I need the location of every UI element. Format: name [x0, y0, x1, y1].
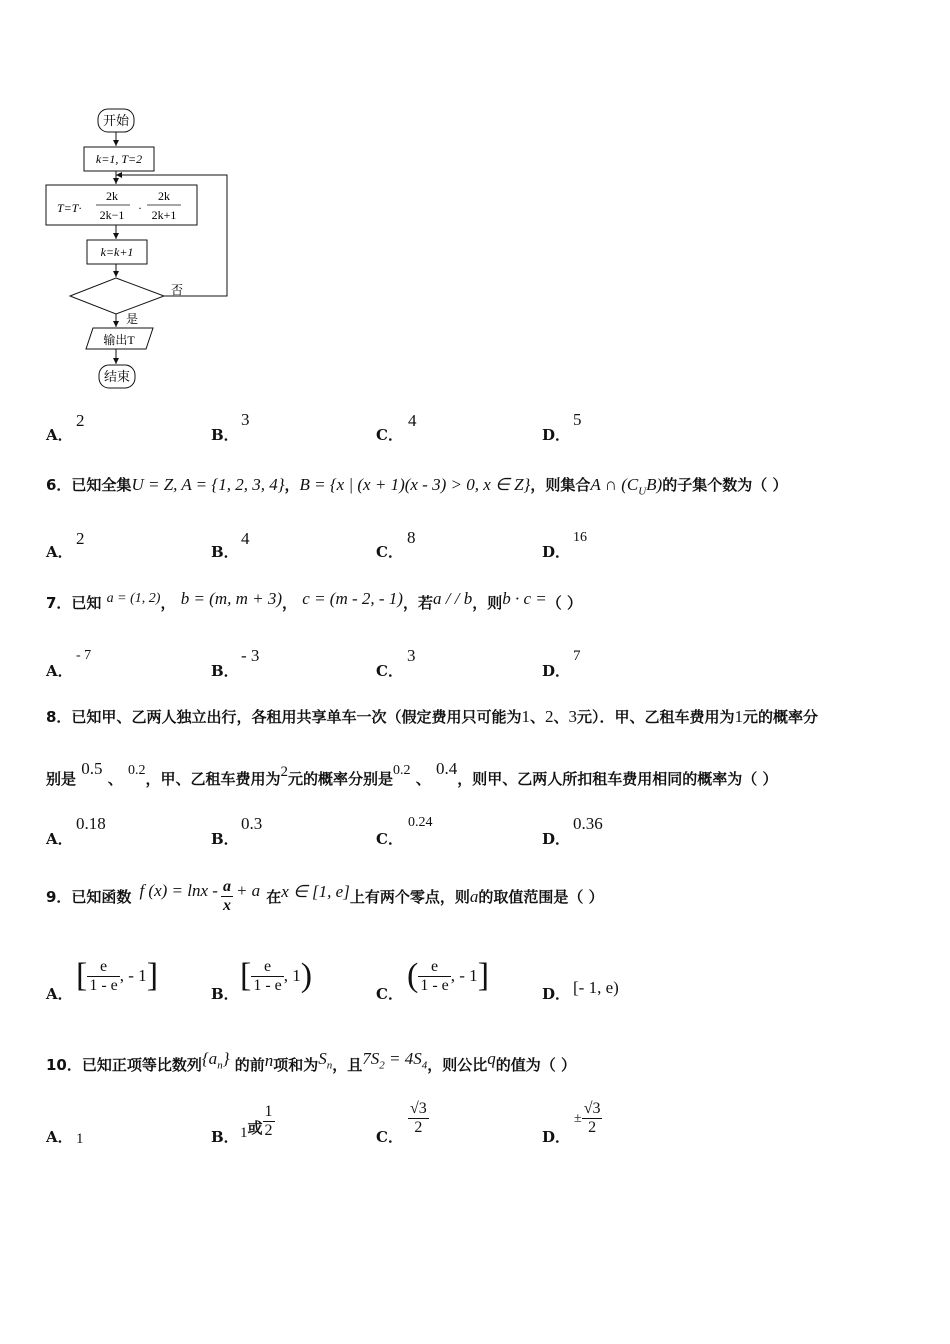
q8-option-c-value: 0.24 [408, 815, 433, 830]
q9-option-b-value: [ $\frac{e}{1 - e}$ , 1 ) [240, 957, 313, 994]
q9-domain: x ∈ [1, e] [281, 881, 350, 901]
q7-sep2: ， [282, 594, 298, 612]
q8-p3: 0.2 [393, 763, 411, 778]
q9-mid: 在 [266, 888, 282, 906]
q8-line1-c: 元的概率分 [743, 708, 819, 726]
q5-option-a-value: 2 [76, 411, 85, 430]
q8-p1: 0.5 [81, 759, 103, 778]
q8-line1-a: 8．已知甲、乙两人独立出行，各租用共享单车一次（假定费用只可能为 [46, 708, 522, 726]
q9-option-d-value: [- 1, e) [573, 978, 619, 997]
q8-option-b-label: B． [211, 830, 239, 848]
q8-line2-b: ，甲、乙租车费用为 [145, 770, 281, 788]
q8-n1: 1 [521, 707, 530, 726]
q5-option-a-label: A． [46, 426, 73, 444]
q9-mid2: 上有两个零点，则 [349, 888, 470, 906]
q10-option-d-label: D． [542, 1128, 571, 1146]
init-text: k=1, T=2 [95, 152, 143, 166]
q5-option-c-value: 4 [408, 411, 417, 430]
q8-option-a-label: A． [46, 830, 73, 848]
no-label: 否 [171, 283, 184, 297]
q8-n3: 3 [568, 707, 577, 726]
q8-n5: 2 [280, 764, 288, 780]
q10-mid3: ，且 [332, 1056, 363, 1074]
q7-vector-c: c = (m - 2, - 1) [302, 589, 403, 608]
update-lhs: T=T· [57, 201, 82, 215]
question-10-stem [46, 1049, 577, 1077]
q6-option-a-value: 2 [76, 529, 85, 548]
q5-option-b-label: B． [211, 426, 239, 444]
q7-option-b-value: - 3 [241, 646, 260, 665]
q10-option-a-label: A． [46, 1128, 73, 1146]
q7-mid2: ，则 [472, 594, 503, 612]
q7-parallel: a / / b [433, 589, 473, 608]
q7-suffix: （ ） [546, 594, 582, 612]
q8-p4: 0.4 [436, 759, 458, 778]
update-frac1-den: 2k−1 [99, 208, 125, 222]
q9-fraction: $\frac{a}{x}$ [222, 878, 231, 914]
q6-option-a-label: A． [46, 543, 73, 561]
q8-sep3: 、 [107, 770, 123, 788]
q9-prefix: 9．已知函数 [46, 888, 132, 906]
q10-n: n [264, 1051, 274, 1070]
q6-option-d-label: D． [542, 543, 571, 561]
q9-option-a-value: [ $\frac{e}{1 - e}$ , - 1 ] [76, 957, 159, 994]
q7-mid: ，若 [402, 594, 433, 612]
q8-option-d-value: 0.36 [573, 814, 603, 833]
increment-text: k=k+1 [100, 245, 134, 259]
q9-suffix: 的取值范围是（ ） [478, 888, 604, 906]
q6-math-set-b: B = {x | (x + 1)(x - 3) > 0, x ∈ Z} [299, 475, 531, 494]
q5-option-d-label: D． [542, 426, 571, 444]
question-7-stem [46, 589, 582, 613]
q8-line2-a: 别是 [46, 770, 77, 788]
question-8-line-1 [46, 706, 818, 727]
q5-option-c-label: C． [376, 426, 403, 444]
q7-option-d-label: D． [542, 662, 571, 680]
update-dot: · [138, 201, 142, 215]
flowchart [40, 100, 250, 400]
q8-option-d-label: D． [542, 830, 571, 848]
q6-option-b-label: B． [211, 543, 239, 561]
q10-q: q [487, 1049, 496, 1068]
q8-line2-c: 元的概率分别是 [288, 770, 394, 788]
q6-option-d-value: 16 [573, 530, 587, 545]
q6-suffix: 的子集个数为（ ） [662, 476, 788, 494]
q6-math-universal-set: U = Z, A = {1, 2, 3, 4} [131, 475, 285, 494]
q10-equation: $7S_2 = 4S_4$ [362, 1049, 428, 1072]
q8-line2-d: ，则甲、乙两人所扣租车费用相同的概率为（ ） [457, 770, 778, 788]
q10-option-b-value: 1 或 $\frac{1}{2}$ [240, 1103, 273, 1141]
q9-option-a-label: A． [46, 985, 73, 1003]
q10-option-c-value: $\frac{√3}{2}$ [410, 1100, 427, 1136]
update-frac2-num: 2k [158, 189, 170, 203]
q8-n2: 2 [544, 707, 554, 726]
q7-option-a-value: - 7 [76, 648, 92, 663]
q6-option-b-value: 4 [241, 529, 250, 548]
update-frac2-den: 2k+1 [151, 208, 177, 222]
q10-option-c-label: C． [376, 1128, 403, 1146]
q8-sep1: 、 [529, 708, 545, 726]
q8-option-a-value: 0.18 [76, 814, 106, 833]
q6-prefix: 6．已知全集 [46, 476, 132, 494]
q9-option-d-label: D． [542, 985, 571, 1003]
q9-option-c-label: C． [376, 985, 403, 1003]
q10-prefix: 10．已知正项等比数列 [46, 1056, 202, 1074]
q10-sum: $S_n$ [318, 1049, 333, 1072]
q8-sep2: 、 [553, 708, 569, 726]
q10-option-d-value: ± $\frac{√3}{2}$ [574, 1100, 601, 1136]
q8-option-c-label: C． [376, 830, 403, 848]
yes-label: 是 [126, 312, 139, 326]
end-text: 结束 [103, 369, 131, 384]
q9-function-rhs: + a [235, 880, 261, 900]
q7-option-b-label: B． [211, 662, 239, 680]
q8-n4: 1 [734, 707, 743, 726]
q8-p2: 0.2 [127, 763, 146, 778]
question-9-stem [46, 878, 604, 915]
start-text: 开始 [102, 113, 130, 128]
q7-option-c-value: 3 [407, 646, 416, 665]
q6-option-c-label: C． [376, 543, 403, 561]
q8-sep4: 、 [415, 770, 431, 788]
update-frac1-num: 2k [106, 189, 118, 203]
output-text: 输出T [103, 333, 135, 347]
q6-mid: ，则集合 [530, 476, 591, 494]
q5-option-b-value: 3 [241, 410, 250, 429]
q7-dot-product: b · c = [502, 589, 547, 608]
question-6-stem [46, 474, 787, 497]
q9-function-lhs: f (x) = lnx - [139, 880, 218, 900]
q10-suffix: 的值为（ ） [495, 1056, 577, 1074]
q10-sequence: $\{a_n\}$ [201, 1049, 230, 1072]
q7-option-c-label: C． [376, 662, 403, 680]
q10-mid4: ，则公比 [427, 1056, 488, 1074]
q10-mid: 的前 [234, 1056, 265, 1074]
q8-option-b-value: 0.3 [241, 814, 263, 833]
q7-option-a-label: A． [46, 662, 73, 680]
q10-option-b-label: B． [211, 1128, 239, 1146]
q10-mid2: 项和为 [273, 1056, 319, 1074]
q7-option-d-value: 7 [573, 648, 581, 664]
question-8-line-2 [46, 759, 778, 789]
q6-option-c-value: 8 [407, 528, 416, 547]
q7-vector-b: b = (m, m + 3) [180, 589, 283, 608]
q6-comma: ， [284, 476, 300, 494]
decision-node [70, 278, 164, 314]
q9-var: a [469, 886, 479, 906]
q10-option-a-value: 1 [76, 1131, 84, 1147]
q9-option-b-label: B． [211, 985, 239, 1003]
q8-line1-b: 元）．甲、乙租车费用为 [576, 708, 735, 726]
q7-prefix: 7．已知 [46, 594, 102, 612]
q7-sep1: ， [160, 594, 176, 612]
q5-option-d-value: 5 [573, 410, 582, 429]
q9-option-c-value: ( $\frac{e}{1 - e}$ , - 1 ] [407, 957, 490, 994]
q6-math-intersection: A ∩ $(C_UB)$ [590, 475, 663, 498]
q7-vector-a: a = (1, 2) [106, 591, 161, 606]
